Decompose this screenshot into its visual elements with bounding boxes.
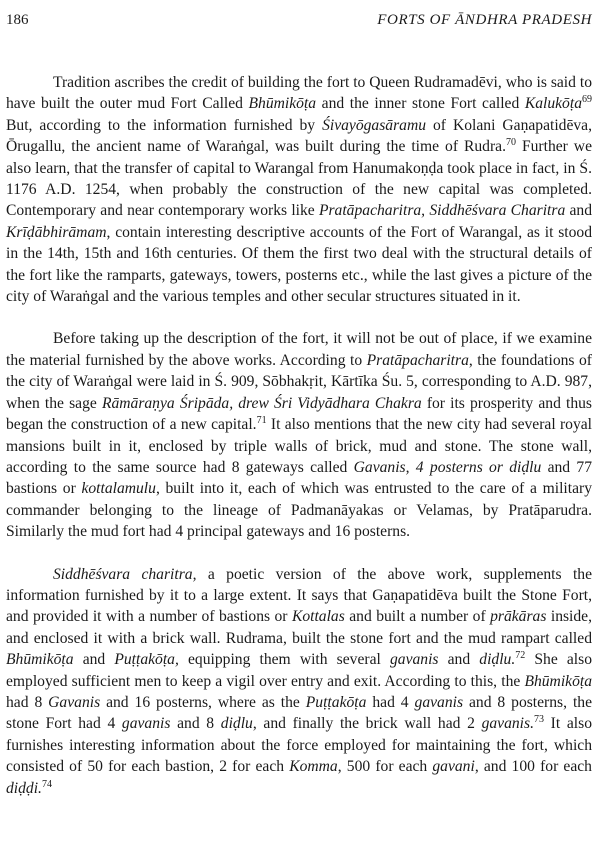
running-title: FORTS OF ĀNDHRA PRADESH bbox=[377, 12, 592, 28]
text-run: and 8 posterns, the stone Fort had 4 bbox=[6, 693, 592, 733]
text-run: and 16 posterns, where as the bbox=[100, 693, 306, 711]
text-run: , and 100 for each bbox=[474, 758, 592, 776]
text-run: had 4 bbox=[366, 693, 415, 711]
italic-term: prākāras bbox=[490, 608, 547, 626]
text-run: had 8 bbox=[6, 693, 49, 711]
text-run: and 77 bastions or bbox=[6, 458, 592, 498]
italic-term: Kottalas bbox=[291, 608, 345, 626]
text-run: of Kolani Gaṇapatidēva, Ōrugallu, the ancient name of Waraṅgal, was built during the time of Rudra. bbox=[6, 116, 593, 156]
italic-term: Bhūmikōṭa bbox=[6, 651, 74, 669]
text-run: and bbox=[438, 651, 480, 669]
italic-term: diḍlu bbox=[220, 715, 253, 733]
italic-term: Kalukōṭa bbox=[524, 95, 582, 113]
footnote-ref: 74 bbox=[41, 778, 52, 790]
text-run: and 8 bbox=[170, 715, 221, 733]
italic-term: kottalamulu bbox=[81, 480, 156, 498]
text-run: , built into it, each of which was entrusted to the care of a military commander belonging to the lineage of Padmanāyakas or Velamas, by Pratāparudra. Similarly the mud fort had 4 principal gateways and 16 posterns. bbox=[6, 480, 592, 541]
italic-term: gavani bbox=[432, 758, 475, 776]
text-run: , 500 for each bbox=[337, 758, 433, 776]
italic-term: Śivayōgasāramu bbox=[322, 116, 427, 134]
page-number: 186 bbox=[6, 12, 29, 28]
body-text bbox=[6, 72, 592, 799]
text-run: equipping them with several bbox=[178, 651, 390, 669]
italic-term: Pratāpacharitra bbox=[366, 351, 469, 369]
italic-term: gavanis bbox=[389, 651, 439, 669]
text-run: It also furnishes interesting information about the force employed for maintaining the fort, which consisted of 50 for each bastion, 2 for each bbox=[6, 715, 592, 776]
text-run: But, according to the information furnished by bbox=[6, 116, 323, 134]
italic-term: Krīḍābhirāmam bbox=[6, 223, 107, 241]
text-run: inside, and enclosed it with a brick wall. Rudrama, built the stone fort and the mud rampart called bbox=[6, 608, 593, 647]
paragraph-3 bbox=[6, 564, 592, 799]
text-run: Before taking up the description of the fort, it will not be out of place, if we examine the material furnished by the above works. According to bbox=[6, 330, 592, 369]
text-run: , the foundations of the city of Waraṅgal were laid in Ś. 909, Sōbhakṛit, Kārtīka Śu. 5, corresponding to A.D. 987, when the sage bbox=[6, 351, 593, 412]
italic-term: Gavanis bbox=[48, 693, 101, 711]
text-run: and built a number of bbox=[344, 608, 491, 626]
paragraph-2 bbox=[6, 328, 592, 542]
italic-term: diḍlu. bbox=[479, 651, 516, 669]
text-run: , contain interesting descriptive accounts of the Fort of Warangal, as it stood in the 14th, 15th and 16th centuries. Of them the first two deal with the structural details of the fort like the ramparts, gateways, towers, posterns etc., while the last gives a picture of the city of Waraṅgal and the various temples and other secular structures situated in it. bbox=[6, 223, 592, 306]
italic-term: Puṭṭakōṭa bbox=[305, 693, 367, 711]
paragraph-1 bbox=[6, 72, 592, 307]
italic-term: Gavanis, 4 posterns or diḍlu bbox=[353, 458, 542, 476]
italic-term: diḍḍi. bbox=[6, 779, 42, 797]
text-run: and the inner stone Fort called bbox=[316, 95, 525, 113]
italic-term: Pratāpacharitra, Siddhēśvara Charitra bbox=[318, 202, 566, 220]
text-run: It also mentions that the new city had several royal mansions built in it, enclosed by triple walls of brick, mud and stone. The stone wall, according to the same source had 8 gateways called bbox=[6, 416, 592, 476]
text-run: She also employed sufficient men to keep a vigil over entry and exit. According to this, the bbox=[6, 651, 593, 690]
text-run: and bbox=[73, 651, 115, 669]
italic-term: Komma bbox=[289, 758, 338, 776]
footnote-ref: 70 bbox=[505, 137, 516, 149]
footnote-ref: 69 bbox=[582, 94, 592, 106]
italic-term: Bhūmikōṭa bbox=[248, 95, 317, 113]
text-run: a poetic version of the above work, supplements the information furnished by it to a large extent. It says that Gaṇapatidēva built the Stone Fort, and provided it with a number of bastions or bbox=[6, 565, 592, 626]
footnote-ref: 71 bbox=[256, 415, 267, 427]
italic-term: Puṭṭakōṭa, bbox=[114, 651, 179, 669]
italic-term: gavanis bbox=[121, 715, 171, 733]
footnote-ref: 73 bbox=[534, 714, 544, 726]
running-header bbox=[6, 12, 592, 34]
text-run: Further we also learn, that the transfer of capital to Warangal from Hanumakoṇḍa took place in fact, in Ś. 1176 A.D. 1254, when probably the construction of the new capital was completed. Contemporary and near contemporary works like bbox=[6, 138, 592, 220]
text-run: Tradition ascribes the credit of building the fort to Queen Rudramadēvi, who is said to have built the outer mud Fort Called bbox=[6, 74, 592, 113]
italic-term: gavanis bbox=[414, 693, 464, 711]
italic-term: gavanis. bbox=[481, 715, 534, 733]
footnote-ref: 72 bbox=[515, 650, 526, 662]
text-run: and bbox=[565, 202, 593, 220]
italic-term: Bhūmikōṭa bbox=[524, 672, 592, 690]
text-run: , and finally the brick wall had 2 bbox=[252, 715, 482, 733]
italic-term: Siddhēśvara charitra, bbox=[53, 565, 197, 583]
italic-term: Rāmāraṇya Śripāda, drew Śri Vidyādhara Chakra bbox=[101, 394, 422, 412]
text-run: for its prosperity and thus began the construction of a new capital. bbox=[6, 394, 592, 434]
